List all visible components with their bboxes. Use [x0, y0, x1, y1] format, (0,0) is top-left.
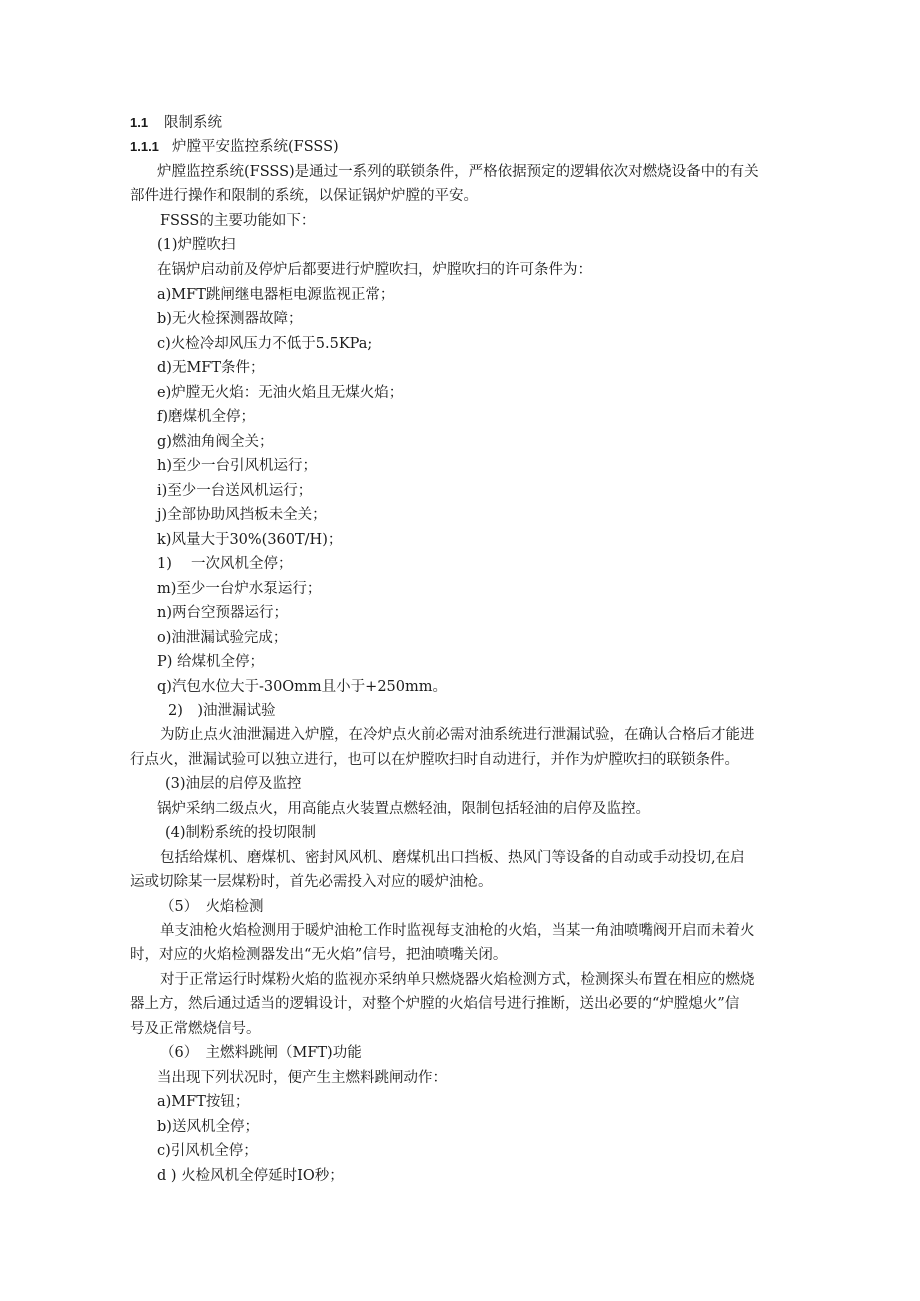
- paragraph-line: 在锅炉启动前及停炉后都要进行炉膛吹扫，炉膛吹扫的许可条件为：: [157, 262, 592, 278]
- paragraph-line: 当出现下列状况时，便产生主燃料跳闸动作：: [157, 1070, 447, 1086]
- subsection-title: 2) )油泄漏试验: [168, 703, 276, 719]
- list-item: m)至少一台炉水泵运行；: [157, 581, 322, 597]
- list-item: n)两台空预器运行；: [157, 605, 288, 621]
- list-item: d ) 火检风机全停延时IO秒；: [157, 1168, 344, 1184]
- section-heading-1-1: [130, 113, 222, 133]
- list-item: b)无火检探测器故障；: [157, 311, 303, 327]
- paragraph-line: 为防止点火油泄漏进入炉膛，在冷炉点火前必需对油系统进行泄漏试验，在确认合格后才能进: [160, 727, 755, 743]
- list-item: P) 给煤机全停；: [157, 654, 265, 670]
- list-item: h)至少一台引风机运行；: [157, 458, 317, 474]
- subsection-title: (4)制粉系统的投切限制: [165, 825, 317, 841]
- list-item: e)炉膛无火焰：无油火焰且无煤火焰；: [157, 385, 404, 401]
- subsection-title: (3)油层的启停及监控: [165, 776, 302, 792]
- list-item: k)风量大于30%(360T/H)；: [157, 532, 343, 548]
- list-item: b)送风机全停；: [157, 1119, 259, 1135]
- subsection-title: （6） 主燃料跳闸（MFT)功能: [160, 1045, 362, 1061]
- section-heading-1-1-1: [130, 137, 339, 157]
- section-number: 1.1.1: [130, 139, 159, 154]
- paragraph-line: 炉膛监控系统(FSSS)是通过一系列的联锁条件，严格依据预定的逻辑依次对燃烧设备中的有关: [157, 164, 759, 180]
- paragraph-line: 单支油枪火焰检测用于暖炉油枪工作时监视每支油枪的火焰，当某一角油喷嘴阀开启而未着火: [160, 923, 755, 939]
- paragraph-line: 对于正常运行时煤粉火焰的监视亦采纳单只燃烧器火焰检测方式，检测探头布置在相应的燃烧: [160, 972, 755, 988]
- paragraph-line: 运或切除某一层煤粉时，首先必需投入对应的暖炉油枪。: [130, 874, 493, 890]
- subsection-title: (1)炉膛吹扫: [157, 237, 236, 253]
- list-item: 1) 一次风机全停；: [157, 556, 293, 572]
- paragraph-line: 器上方，然后通过适当的逻辑设计，对整个炉膛的火焰信号进行推断，送出必要的“炉膛熄火”信: [130, 996, 740, 1012]
- paragraph-line: 时，对应的火焰检测器发出“无火焰”信号，把油喷嘴关闭。: [130, 947, 508, 963]
- list-item: a)MFT跳闸继电器柜电源监视正常；: [157, 287, 395, 303]
- list-item: q)汽包水位大于-30Omm且小于+250mm。: [157, 679, 447, 695]
- paragraph-line: 行点火，泄漏试验可以独立进行，也可以在炉膛吹扫时自动进行，并作为炉膛吹扫的联锁条件。: [130, 752, 739, 768]
- section-title: 炉膛平安监控系统(FSSS): [172, 139, 339, 155]
- list-item: o)油泄漏试验完成；: [157, 630, 288, 646]
- list-item: d)无MFT条件；: [157, 360, 265, 376]
- subsection-title: （5） 火焰检测: [160, 899, 264, 915]
- list-item: a)MFT按钮；: [157, 1094, 250, 1110]
- list-item: g)燃油角阀全关；: [157, 434, 274, 450]
- paragraph-line: 包括给煤机、磨煤机、密封风风机、磨煤机出口挡板、热风门等设备的自动或手动投切,在启: [160, 850, 745, 866]
- list-item: j)全部协助风挡板未全关；: [157, 507, 327, 523]
- section-title: 限制系统: [164, 115, 222, 131]
- list-item: c)引风机全停；: [157, 1143, 258, 1159]
- paragraph-line: 部件进行操作和限制的系统，以保证锅炉炉膛的平安。: [130, 188, 478, 204]
- list-item: i)至少一台送风机运行；: [157, 483, 313, 499]
- section-number: 1.1: [130, 115, 149, 130]
- paragraph-line: 锅炉采纳二级点火，用高能点火装置点燃轻油，限制包括轻油的启停及监控。: [157, 801, 650, 817]
- list-item: c)火检冷却风压力不低于5.5KPa;: [157, 336, 373, 352]
- paragraph-line: 号及正常燃烧信号。: [130, 1021, 261, 1037]
- paragraph-line: FSSS的主要功能如下：: [160, 213, 316, 229]
- list-item: f)磨煤机全停；: [157, 409, 256, 425]
